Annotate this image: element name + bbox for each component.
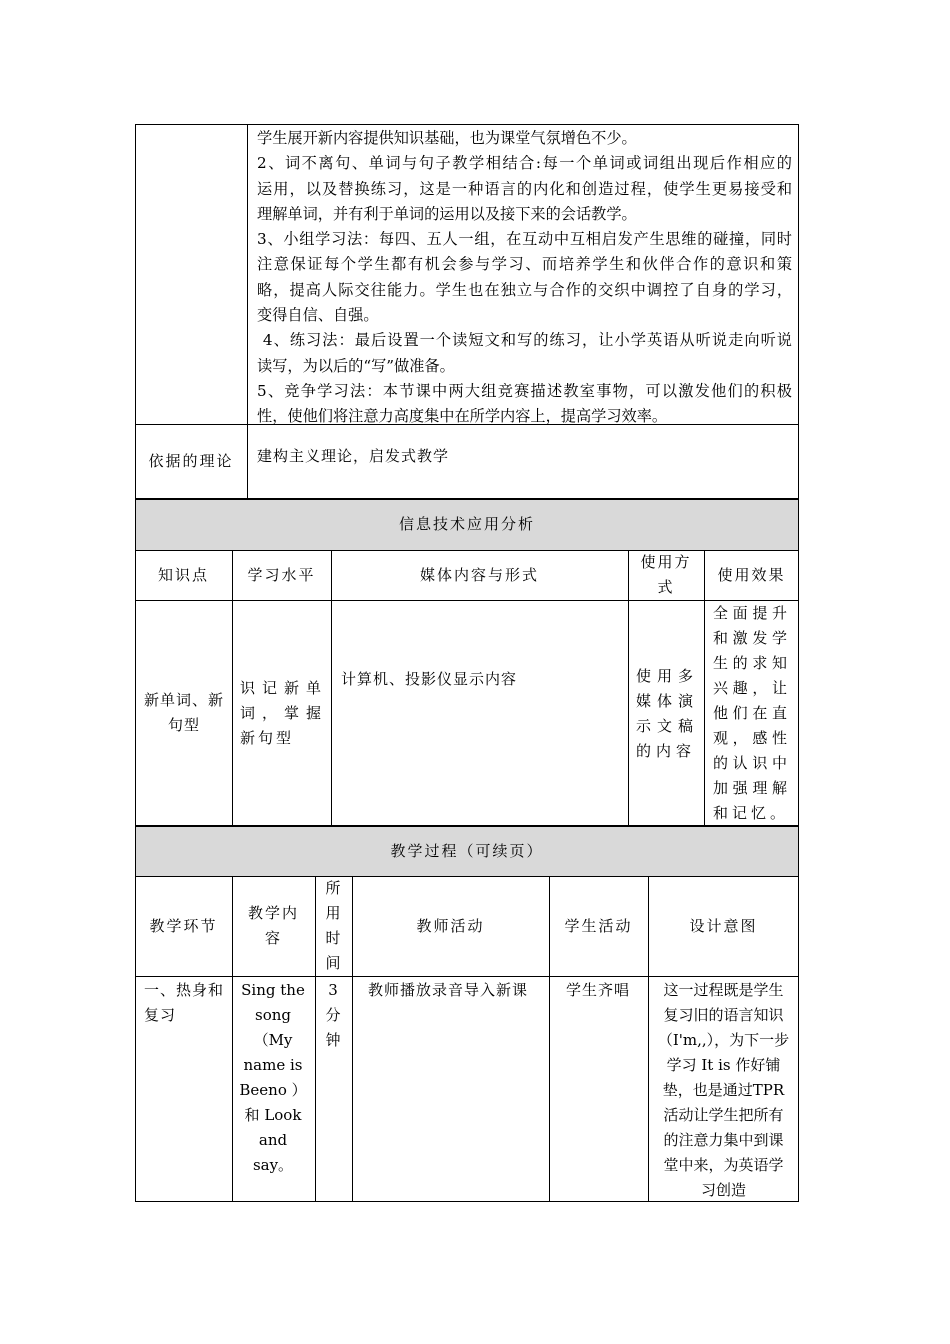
it-header-effect: 使用效果 (717, 565, 786, 584)
it-cell-knowledge: 新单词、新句型 (143, 691, 224, 734)
theory-label: 依据的理论 (148, 452, 234, 470)
process-col-divider (232, 876, 233, 1202)
process-cell-time: 3分钟 (325, 981, 341, 1049)
methods-line: 运用，以及替换练习，这是一种语言的内化和创造过程，使学生更易接受和 (257, 179, 792, 198)
process-header-divider (135, 976, 799, 977)
it-header-media: 媒体内容与形式 (419, 565, 539, 584)
methods-line: 略，提高人际交往能力。学生也在独立与合作的交织中调控了自身的学习， (257, 280, 792, 299)
process-cell-teacher: 教师播放录音导入新课 (368, 981, 529, 999)
it-header-divider (135, 600, 799, 601)
process-header-intent: 设计意图 (689, 916, 758, 935)
it-cell-media: 计算机、投影仪显示内容 (341, 670, 518, 688)
methods-line: 3、小组学习法：每四、五人一组，在互动中互相启发产生思维的碰撞，同时 (257, 230, 792, 249)
process-cell-stage: 一、热身和复习 (144, 981, 225, 1024)
it-analysis-title: 信息技术应用分析 (398, 515, 535, 533)
process-header-time: 所用时间 (325, 879, 341, 972)
methods-line: 性，使他们将注意力高度集中在所学内容上，提高学习效率。 (257, 407, 668, 426)
theory-value: 建构主义理论，启发式教学 (257, 447, 450, 465)
it-cell-usage: 使用多媒体演示文稿的内容 (636, 667, 698, 760)
process-cell-content: Sing the song（My name is Beeno ）和 Look and say。 (239, 981, 307, 1174)
process-header-student: 学生活动 (564, 916, 633, 935)
process-cell-intent: 这一过程既是学生复习旧的语言知识（I'm,,），为下一步学习 It is 作好铺垫，也是通过TPR 活动让学生把所有的注意力集中到课堂中来，为英语学习创造 (657, 981, 790, 1199)
methods-line: 4、练习法：最后设置一个读短文和写的练习，让小学英语从听说走向听说 (257, 331, 792, 350)
process-header-teacher: 教师活动 (416, 916, 485, 935)
it-cell-level: 识记新单词，掌握新句型 (240, 679, 324, 747)
it-header-level: 学习水平 (247, 565, 316, 584)
methods-line: 读写，为以后的“写”做准备。 (257, 356, 455, 375)
process-header-content: 教学内容 (247, 904, 299, 947)
methods-divider (247, 124, 248, 499)
methods-line: 注意保证每个学生都有机会参与学习、而培养学生和伙伴合作的意识和策 (257, 255, 792, 274)
methods-line: 学生展开新内容提供知识基础，也为课堂气氛增色不少。 (257, 129, 637, 147)
methods-line: 2、词不离句、单词与句子教学相结合:每一个单词或词组出现后作相应的 (257, 154, 792, 173)
methods-line: 理解单词，并有利于单词的运用以及接下来的会话教学。 (257, 204, 637, 223)
it-header-usage: 使用方式 (640, 553, 692, 596)
it-header-knowledge: 知识点 (157, 565, 209, 584)
process-title: 教学过程（可续页） (390, 841, 544, 860)
methods-text (257, 126, 792, 430)
process-header-stage: 教学环节 (149, 916, 218, 935)
methods-line: 变得自信、自强。 (257, 306, 379, 325)
process-col-divider (315, 876, 316, 1202)
methods-line: 5、竞争学习法：本节课中两大组竞赛描述教室事物，可以激发他们的积极 (257, 381, 792, 400)
process-cell-student: 学生齐唱 (566, 981, 631, 999)
it-col-divider (628, 550, 629, 826)
it-cell-effect: 全面提升和激发学生的求知兴趣，让他们在直观，感性的认识中加强理解和记忆。 (713, 604, 791, 822)
